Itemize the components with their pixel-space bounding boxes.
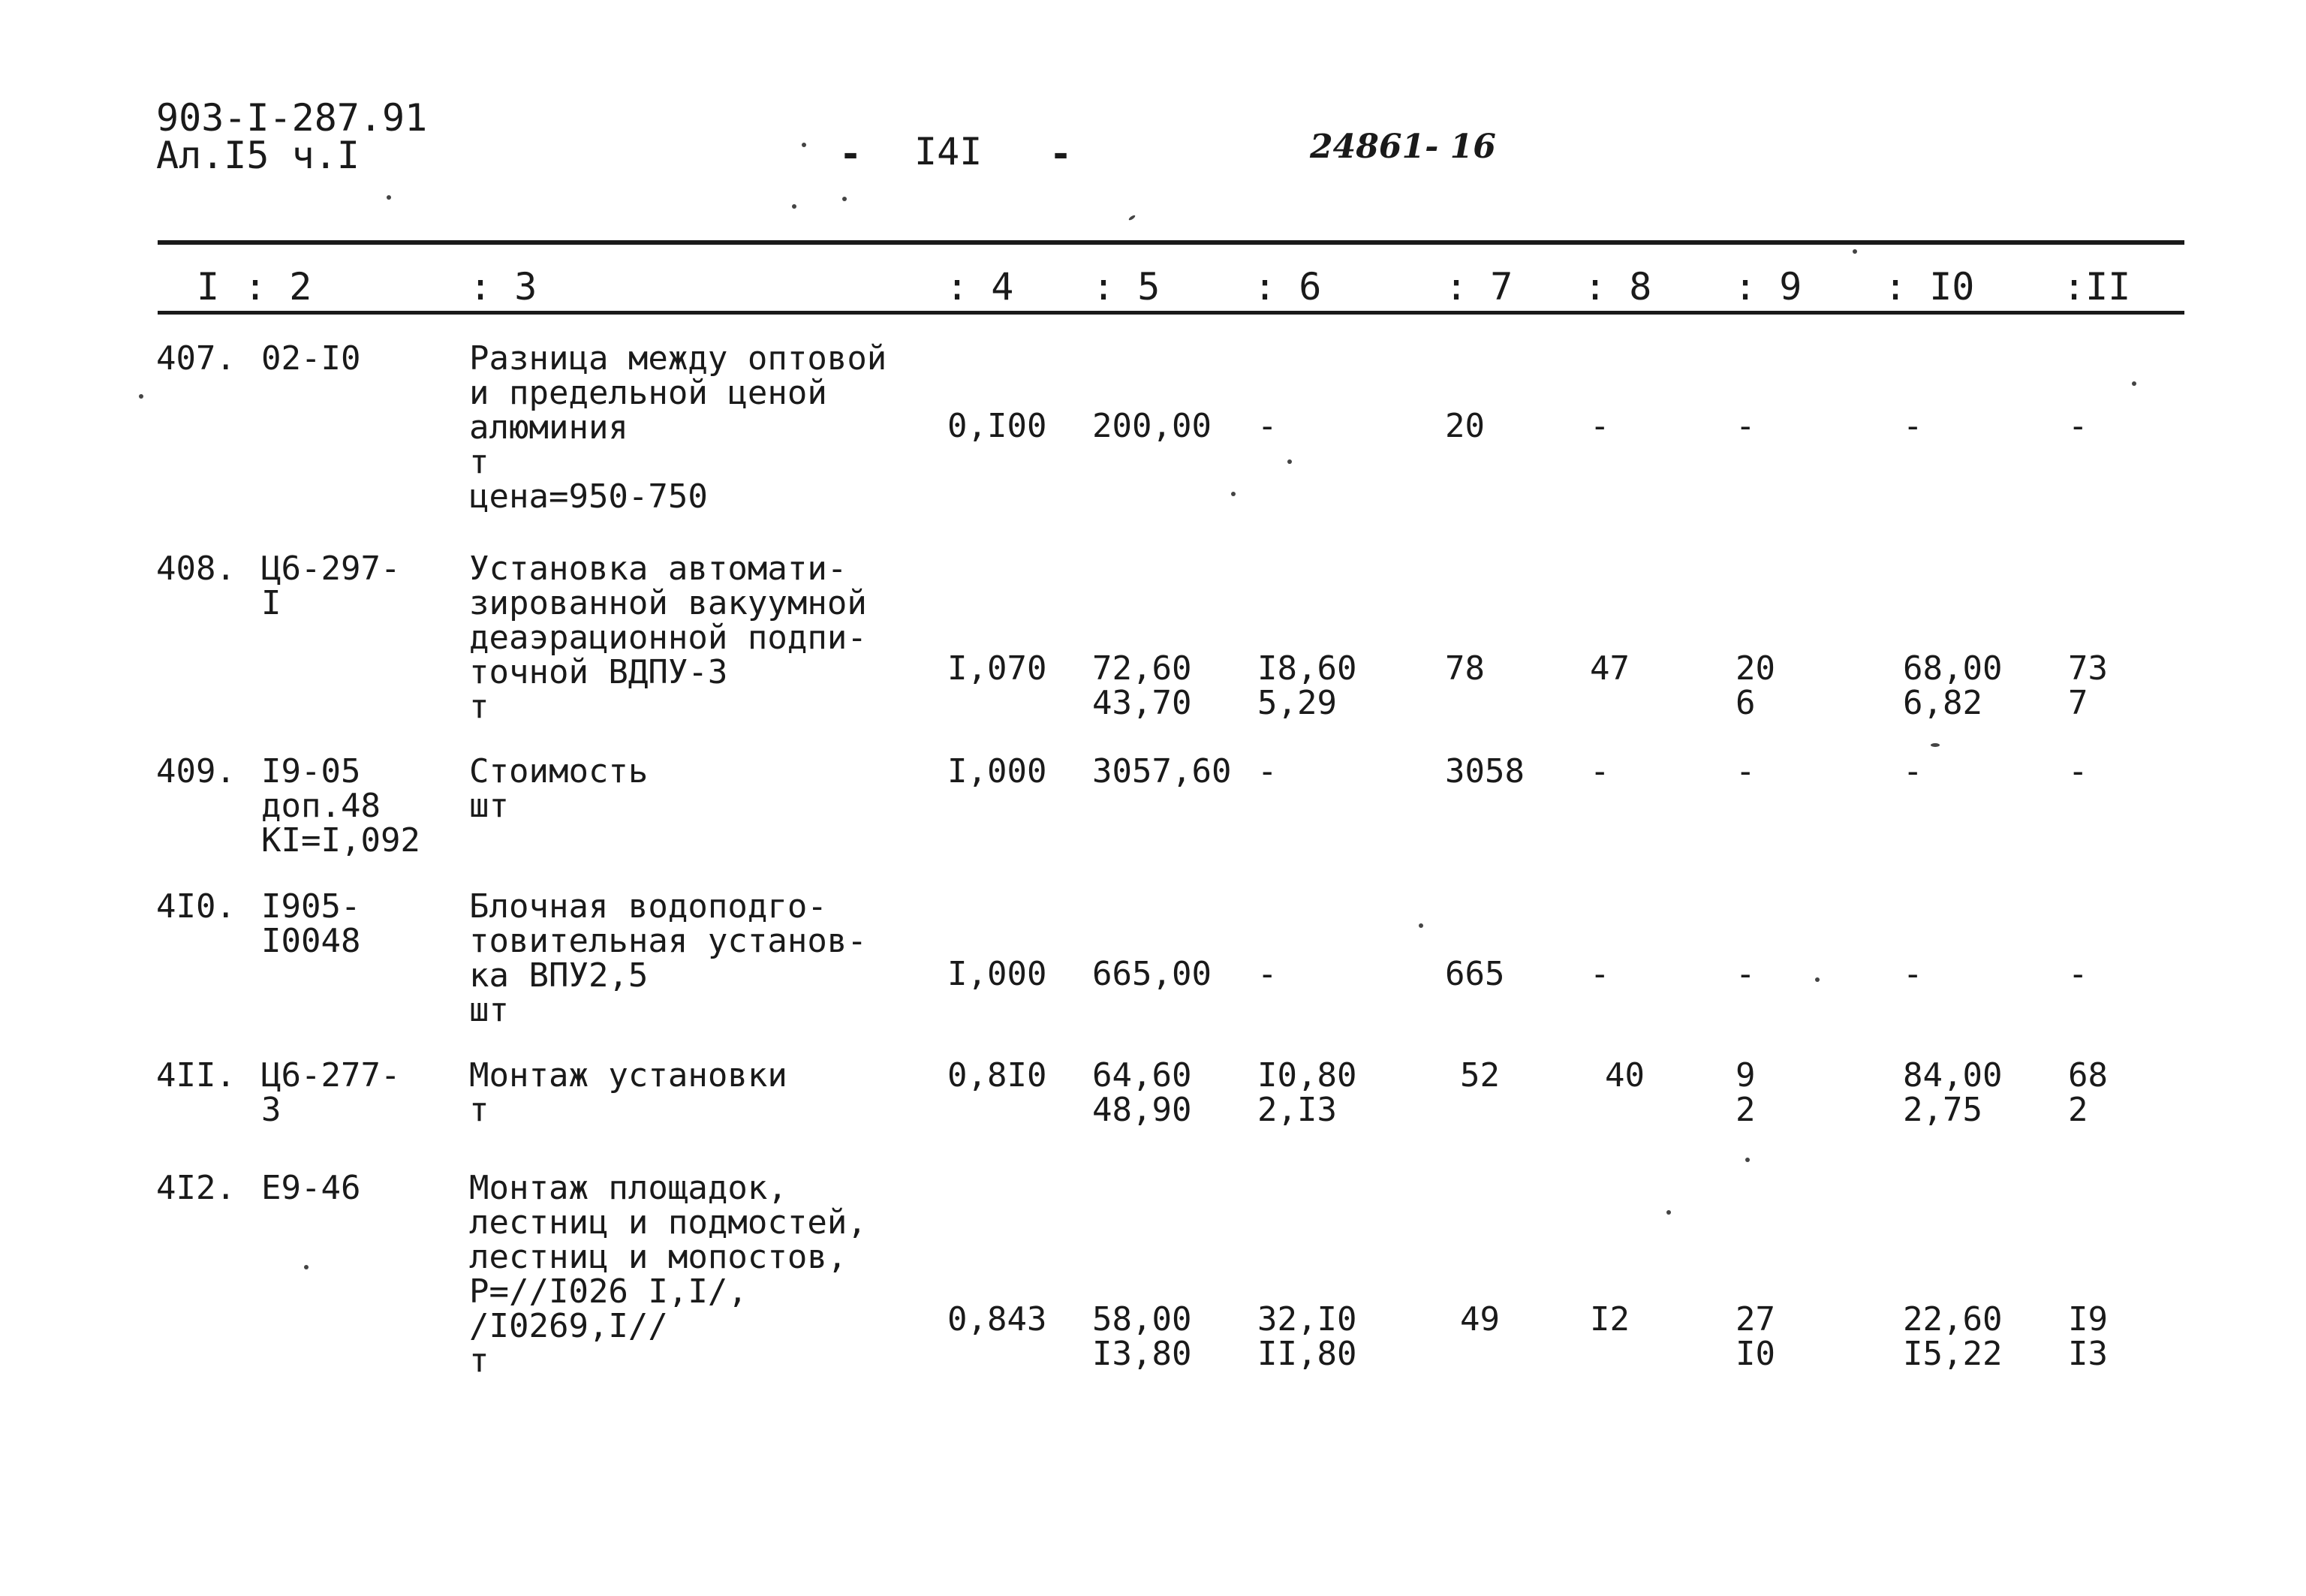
scan-speck <box>139 394 143 399</box>
row-col5: 3057,60 <box>1092 752 1232 790</box>
row-col11: 68 2 <box>2068 1056 2108 1129</box>
row-col10: - <box>1903 955 1923 993</box>
column-heading-8: : 8 <box>1584 265 1652 309</box>
scan-speck <box>1815 977 1820 982</box>
row-quantity: I,000 <box>947 955 1047 993</box>
scan-speck <box>1287 459 1292 464</box>
row-description: Монтаж установки т <box>469 1056 787 1129</box>
row-col6: I0,80 2,I3 <box>1257 1056 1357 1129</box>
row-col11: I9 I3 <box>2068 1300 2108 1373</box>
row-col7: 52 <box>1460 1056 1500 1095</box>
header-rule <box>158 311 2184 315</box>
row-col10: 22,60 I5,22 <box>1903 1300 2003 1373</box>
scan-speck <box>1128 214 1136 221</box>
row-quantity: 0,843 <box>947 1300 1047 1339</box>
column-heading-6: : 6 <box>1254 265 1322 309</box>
page-dash-left: - <box>839 132 862 176</box>
row-number: 407. <box>156 339 236 378</box>
row-col6: I8,60 5,29 <box>1257 649 1357 722</box>
row-number: 409. <box>156 752 236 790</box>
row-col8: - <box>1590 752 1610 790</box>
row-quantity: I,070 <box>947 649 1047 688</box>
row-col9: - <box>1736 955 1756 993</box>
row-col6: - <box>1257 752 1278 790</box>
row-number: 408. <box>156 550 236 588</box>
page-number: I4I <box>914 130 983 173</box>
row-code: 02-I0 <box>261 339 361 378</box>
row-col7: 665 <box>1445 955 1505 993</box>
row-description: Блочная водоподго- товительная установ- ка ВПУ2,5 шт <box>469 887 867 1029</box>
column-heading-9: : 9 <box>1734 265 1802 309</box>
row-number: 4II. <box>156 1056 236 1095</box>
row-col8: 47 <box>1590 649 1630 688</box>
row-col5: 58,00 I3,80 <box>1092 1300 1192 1373</box>
row-col7: 3058 <box>1445 752 1525 790</box>
row-col10: - <box>1903 407 1923 445</box>
top-rule <box>158 240 2184 245</box>
scan-speck <box>1666 1210 1671 1215</box>
row-code: I9-05 доп.48 KI=I,092 <box>261 752 420 860</box>
scan-speck <box>1745 1158 1750 1162</box>
row-code: I905- I0048 <box>261 887 361 960</box>
row-col11: - <box>2068 407 2088 445</box>
row-col11: - <box>2068 955 2088 993</box>
row-quantity: I,000 <box>947 752 1047 790</box>
row-number: 4I0. <box>156 887 236 926</box>
row-code: Ц6-297- I <box>261 550 401 622</box>
row-col8: - <box>1590 955 1610 993</box>
row-col11: 73 7 <box>2068 649 2108 722</box>
scan-speck <box>387 195 391 200</box>
row-col9: - <box>1736 407 1756 445</box>
row-col6: 32,I0 II,80 <box>1257 1300 1357 1373</box>
column-heading-11: :II <box>2063 265 2131 309</box>
row-col9: - <box>1736 752 1756 790</box>
row-col5: 665,00 <box>1092 955 1212 993</box>
row-col9: 27 I0 <box>1736 1300 1775 1373</box>
scan-speck <box>2132 381 2136 386</box>
row-col7: 49 <box>1460 1300 1500 1339</box>
album-part: Ал.I5 ч.I <box>156 134 360 177</box>
row-col5: 64,60 48,90 <box>1092 1056 1192 1129</box>
row-col10: 68,00 6,82 <box>1903 649 2003 722</box>
row-code: Ц6-277- 3 <box>261 1056 401 1129</box>
column-heading-4: : 4 <box>946 265 1014 309</box>
column-heading-2: : 2 <box>244 265 312 309</box>
column-heading-5: : 5 <box>1092 265 1161 309</box>
row-col6: - <box>1257 955 1278 993</box>
scan-speck <box>1231 492 1236 496</box>
row-col6: - <box>1257 407 1278 445</box>
row-col5: 200,00 <box>1092 407 1212 445</box>
column-heading-10: : I0 <box>1884 265 1975 309</box>
column-heading-3: : 3 <box>469 265 537 309</box>
row-number: 4I2. <box>156 1169 236 1207</box>
row-col8: I2 <box>1590 1300 1630 1339</box>
row-col10: - <box>1903 752 1923 790</box>
row-col7: 20 <box>1445 407 1485 445</box>
scan-speck <box>1853 249 1857 254</box>
row-col7: 78 <box>1445 649 1485 688</box>
column-heading-1: I <box>197 265 220 309</box>
scan-speck <box>842 197 847 201</box>
row-col8: - <box>1590 407 1610 445</box>
scan-speck <box>1419 923 1423 928</box>
row-quantity: 0,8I0 <box>947 1056 1047 1095</box>
row-col11: - <box>2068 752 2088 790</box>
row-col9: 20 6 <box>1736 649 1775 722</box>
scan-speck <box>304 1265 309 1269</box>
page-dash-right: - <box>1049 132 1073 176</box>
row-description: Монтаж площадок, лестниц и подмостей, лестниц и мопостов, Р=//I026 I,I/, /I0269,I// т <box>469 1169 867 1380</box>
handwritten-stamp: 24861- 16 <box>1310 128 1496 166</box>
row-description: Разница между оптовой и предельной ценой алюминия т цена=950-750 <box>469 339 887 516</box>
doc-code: 903-I-287.91 <box>156 96 428 140</box>
scan-speck <box>1931 743 1940 747</box>
column-heading-7: : 7 <box>1445 265 1513 309</box>
row-quantity: 0,I00 <box>947 407 1047 445</box>
row-code: Е9-46 <box>261 1169 361 1207</box>
scan-speck <box>792 204 796 209</box>
row-col8: 40 <box>1605 1056 1645 1095</box>
row-col10: 84,00 2,75 <box>1903 1056 2003 1129</box>
row-col5: 72,60 43,70 <box>1092 649 1192 722</box>
scan-speck <box>802 143 806 147</box>
row-col9: 9 2 <box>1736 1056 1756 1129</box>
row-description: Стоимость шт <box>469 752 649 825</box>
row-description: Установка автомати- зированной вакуумной деаэрационной подпи- точной ВДПУ-3 т <box>469 550 867 726</box>
